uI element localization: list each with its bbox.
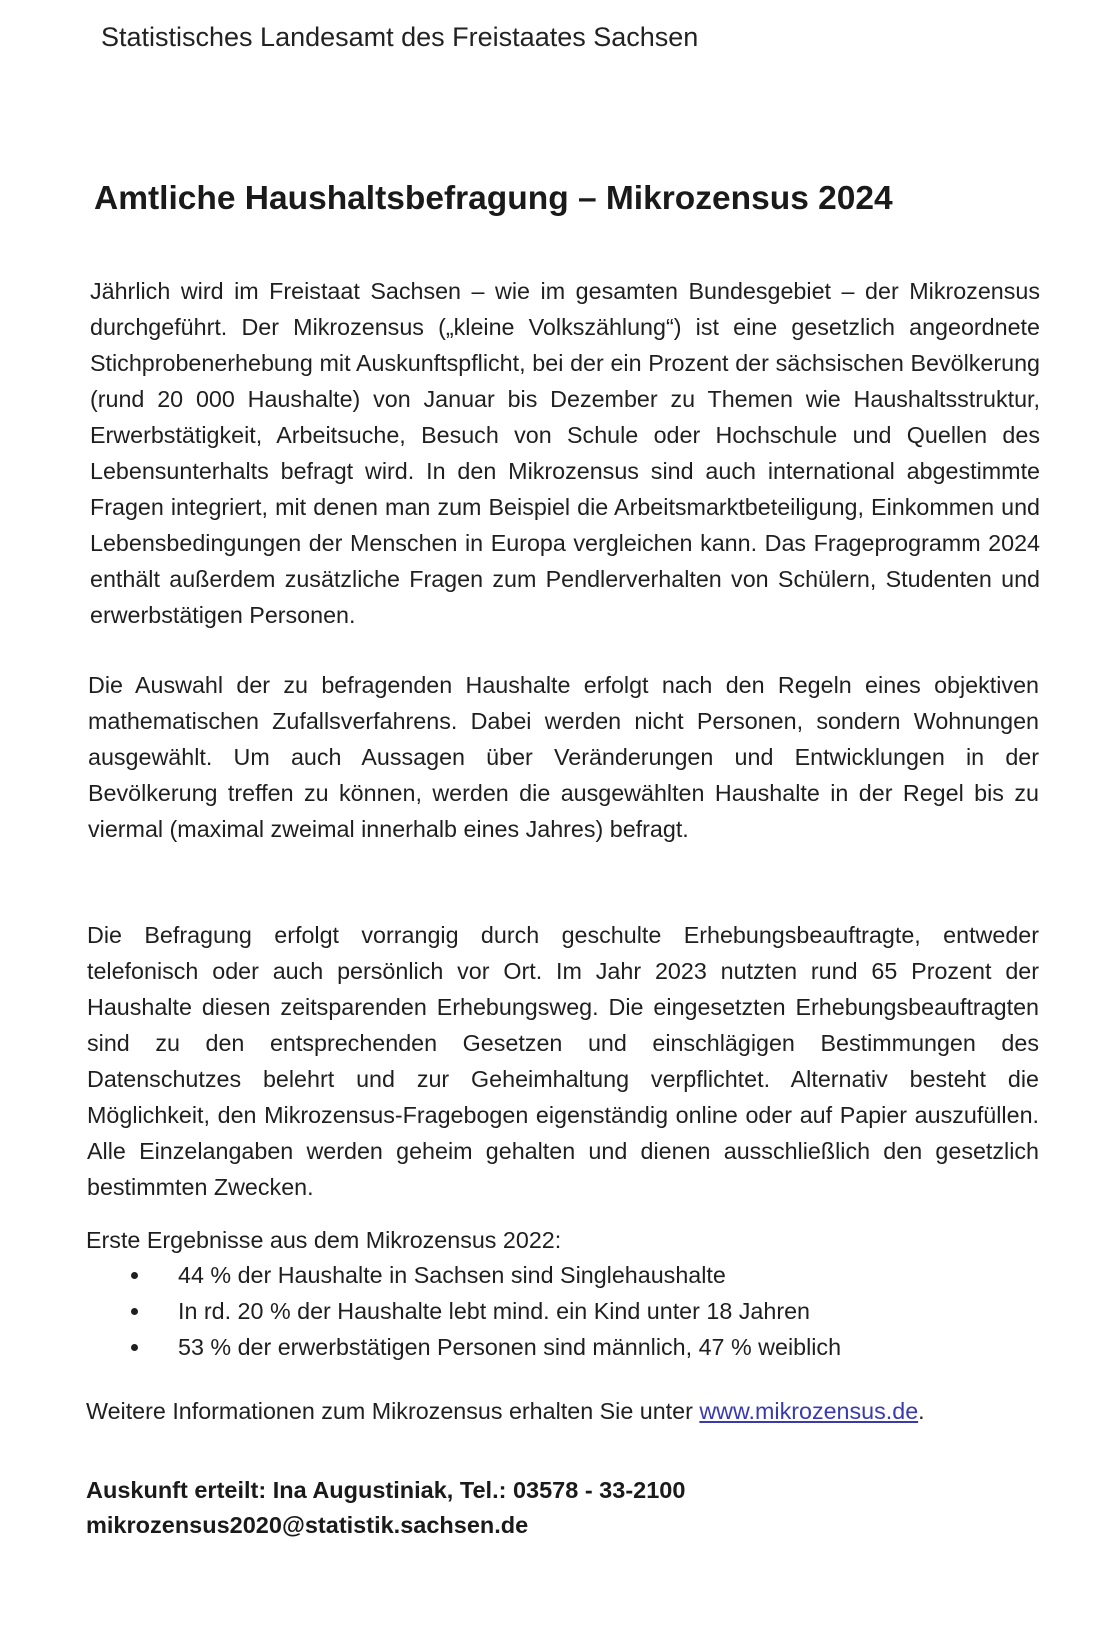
more-info bbox=[86, 1393, 925, 1429]
more-info-suffix: . bbox=[918, 1398, 925, 1424]
paragraph-survey-method: Die Befragung erfolgt vorrangig durch geschulte Erhebungsbeauftragte, entweder telefonisch oder auch persönlich vor Ort. Im Jahr 2023 nutzten rund 65 Prozent der Haushalte diesen zeitsparenden Erhebungsweg. Die eingesetzten Erhebungsbeauftragten sind zu den entsprechenden Gesetzen und einschlägigen Bestimmungen des Datenschutzes belehrt und zur Geheimhaltung verpflichtet. Alternativ besteht die Möglichkeit, den Mikrozensus-Fragebogen eigenständig online oder auf Papier auszufüllen. Alle Einzelangaben werden geheim gehalten und dienen ausschließlich den gesetzlich bestimmten Zwecken. bbox=[87, 922, 1039, 1200]
bullet-icon bbox=[131, 1308, 138, 1315]
results-list bbox=[86, 1257, 841, 1365]
list-item-text: 53 % der erwerbstätigen Personen sind männlich, 47 % weiblich bbox=[178, 1334, 842, 1360]
list-item-text: In rd. 20 % der Haushalte lebt mind. ein Kind unter 18 Jahren bbox=[178, 1298, 810, 1324]
list-item bbox=[86, 1293, 841, 1329]
bullet-icon bbox=[131, 1344, 138, 1351]
document-title: Amtliche Haushaltsbefragung – Mikrozensus 2024 bbox=[94, 180, 893, 217]
contact-email[interactable]: mikrozensus2020@statistik.sachsen.de bbox=[86, 1512, 529, 1538]
contact-person: Auskunft erteilt: Ina Augustiniak, Tel.: 03578 - 33-2100 bbox=[86, 1477, 686, 1503]
list-item bbox=[86, 1329, 841, 1365]
contact-block bbox=[86, 1473, 685, 1543]
more-info-text: Weitere Informationen zum Mikrozensus erhalten Sie unter bbox=[86, 1398, 700, 1424]
list-item-text: 44 % der Haushalte in Sachsen sind Singlehaushalte bbox=[178, 1262, 726, 1288]
results-intro: Erste Ergebnisse aus dem Mikrozensus 2022: bbox=[86, 1227, 562, 1253]
paragraph-intro: Jährlich wird im Freistaat Sachsen – wie im gesamten Bundesgebiet – der Mikrozensus durchgeführt. Der Mikrozensus („kleine Volkszählung“) ist eine gesetzlich angeordnete Stichprobenerhebung mit Auskunftspflicht, bei der ein Prozent der sächsischen Bevölkerung (rund 20 000 Haushalte) von Januar bis Dezember zu Themen wie Haushaltsstruktur, Erwerbstätigkeit, Arbeitsuche, Besuch von Schule oder Hochschule und Quellen des Lebensunterhalts befragt wird. In den Mikrozensus sind auch international abgestimmte Fragen integriert, mit denen man zum Beispiel die Arbeitsmarktbeteiligung, Einkommen und Lebensbedingungen der Menschen in Europa vergleichen kann. Das Frageprogramm 2024 enthält außerdem zusätzliche Fragen zum Pendlerverhalten von Schülern, Studenten und erwerbstätigen Personen. bbox=[90, 278, 1040, 628]
institution-header: Statistisches Landesamt des Freistaates Sachsen bbox=[101, 22, 699, 52]
paragraph-selection: Die Auswahl der zu befragenden Haushalte erfolgt nach den Regeln eines objektiven mathematischen Zufallsverfahrens. Dabei werden nicht Personen, sondern Wohnungen ausgewählt. Um auch Aussagen über Veränderungen und Entwicklungen in der Bevölkerung treffen zu können, werden die ausgewählten Haushalte in der Regel bis zu viermal (maximal zweimal innerhalb eines Jahres) befragt. bbox=[88, 672, 1039, 842]
bullet-icon bbox=[131, 1272, 138, 1279]
mikrozensus-link[interactable]: www.mikrozensus.de bbox=[699, 1398, 919, 1424]
list-item bbox=[86, 1257, 841, 1293]
